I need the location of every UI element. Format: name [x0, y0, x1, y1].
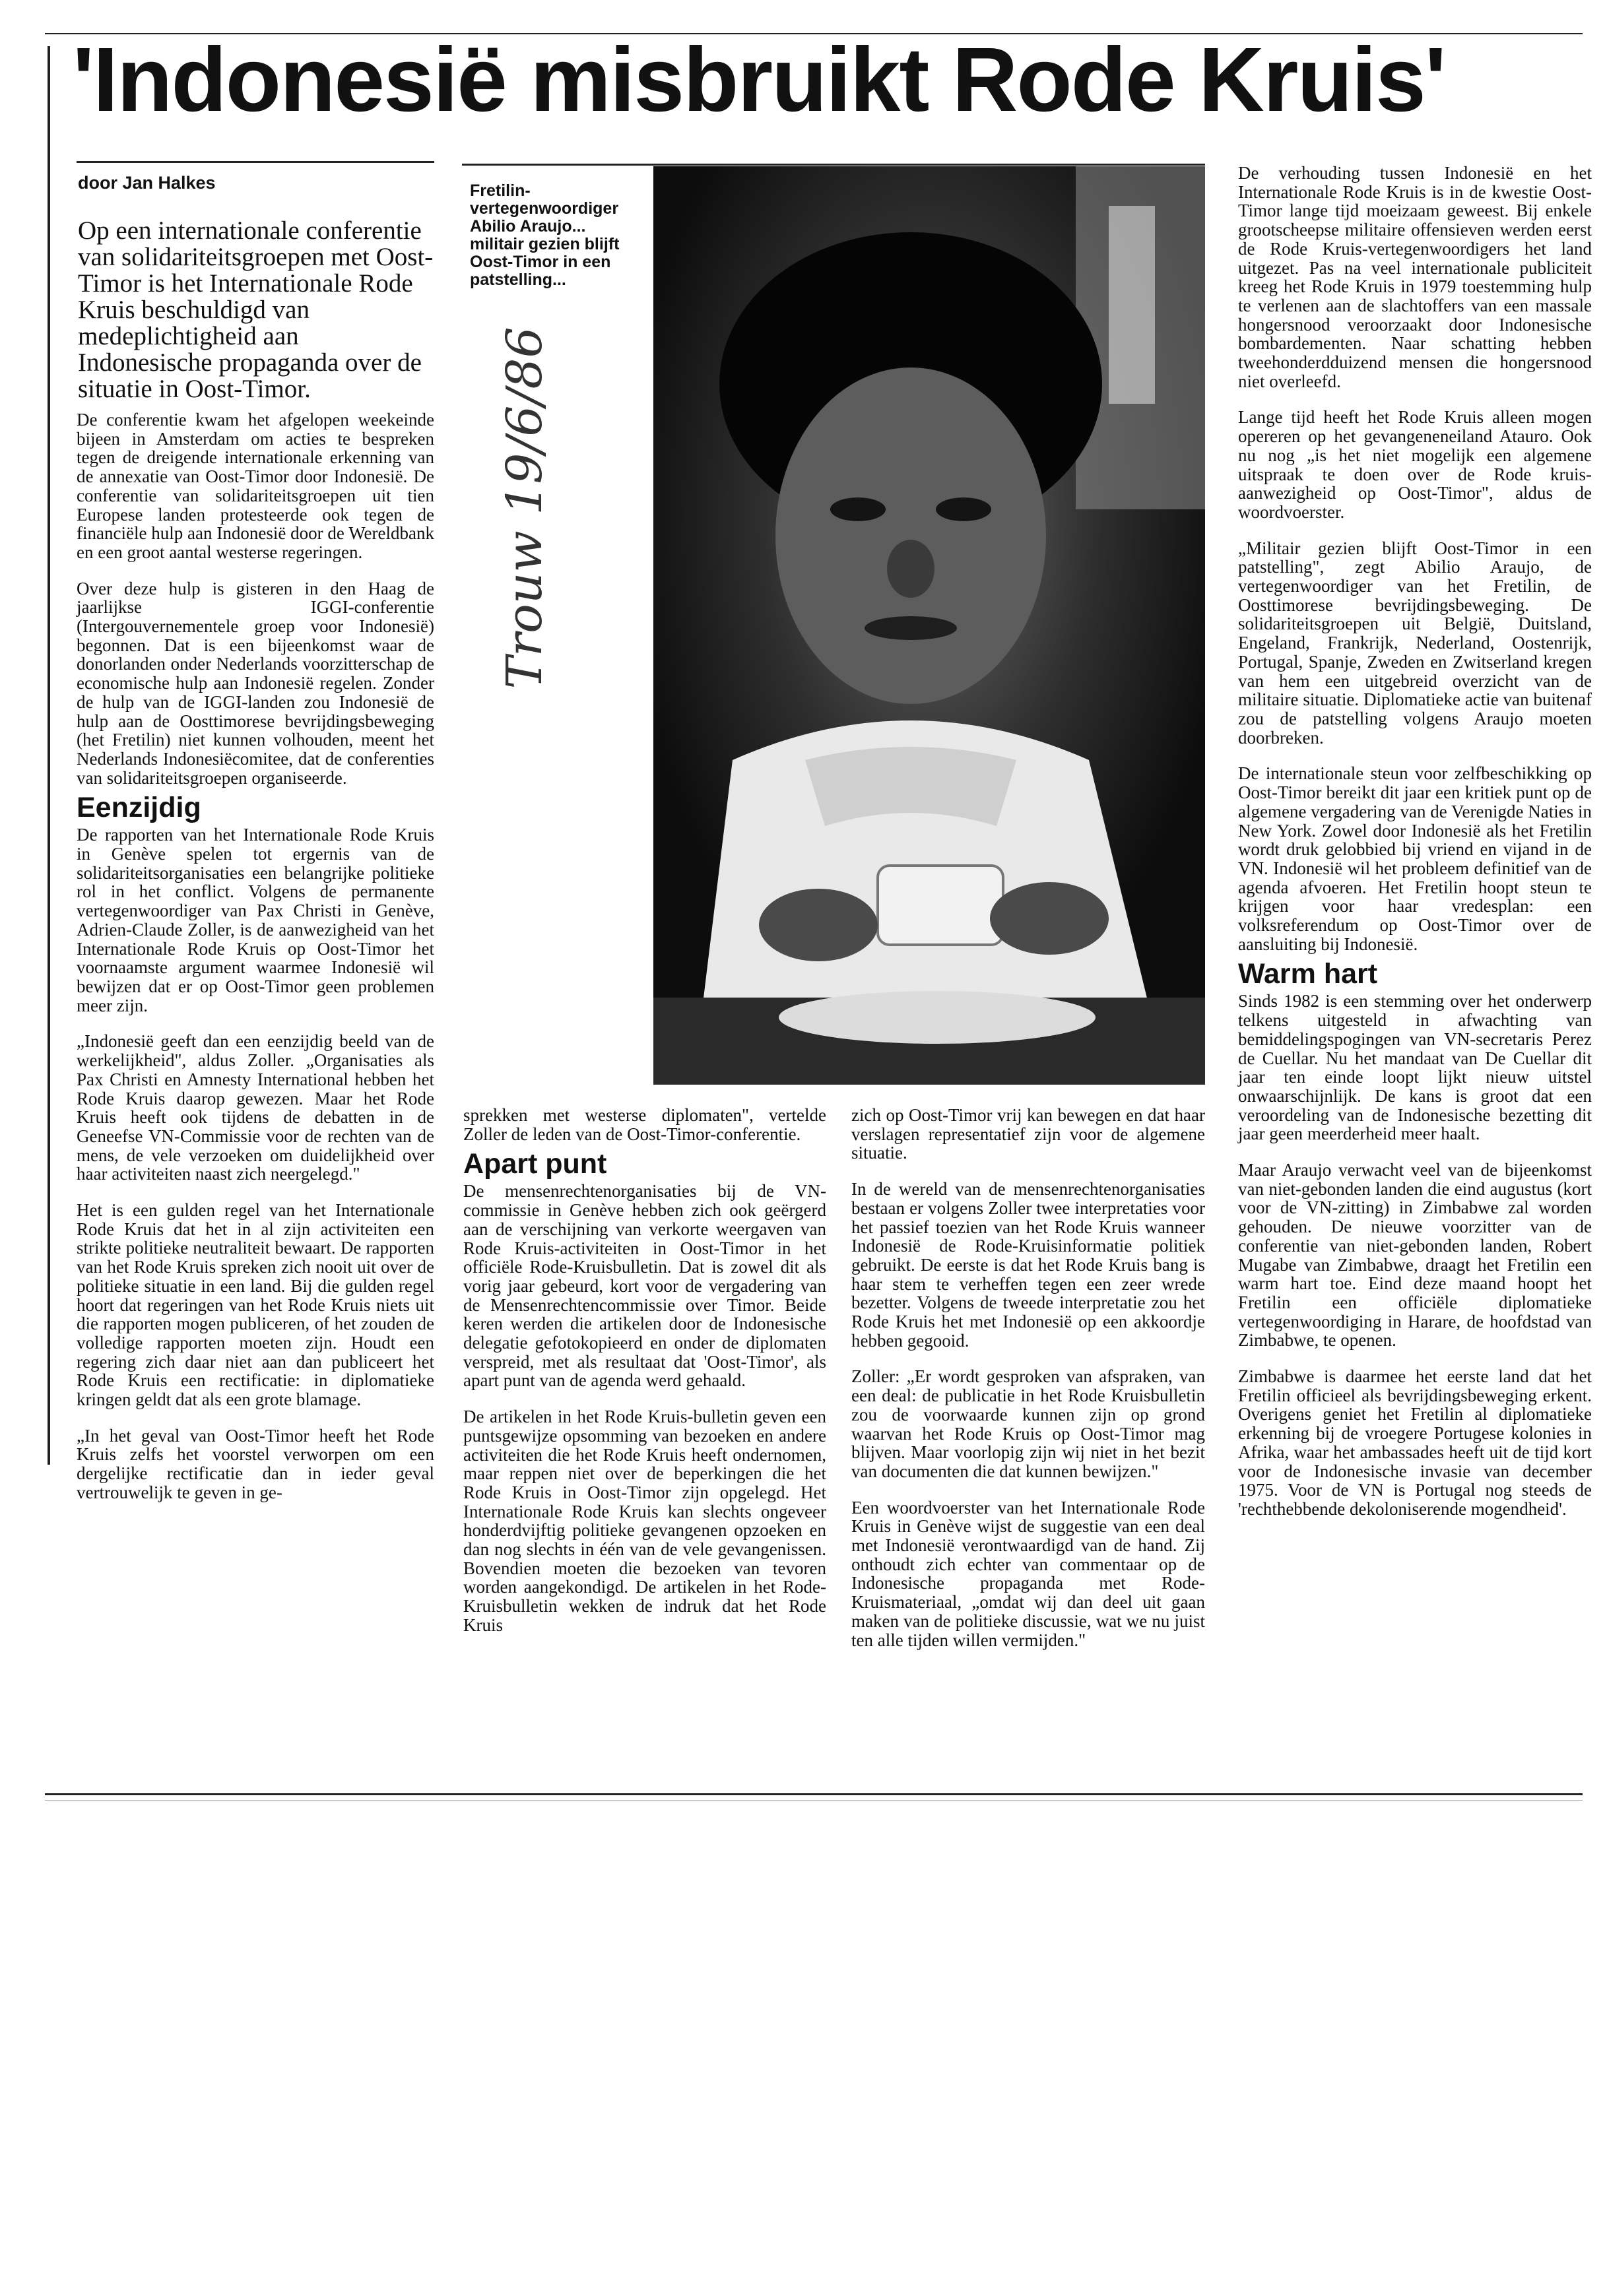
subheading-warm-hart: Warm hart [1238, 958, 1378, 990]
paragraph: De verhouding tussen Indonesië en het Internationale Rode Kruis is in de kwestie Oost-Timor lange tijd moeizaam geweest. Bij enkele grootscheepse militaire offensieven werden eerst de Rode Kruis-vertegenwoordigers het land uitgezet. Pas na veel internationale publiciteit kreeg het Rode Kruis in 1979 toestemming hulp te verlenen aan de slachtoffers van een massale hongersnood veroorzaakt door Indonesische bombardementen. Naar schatting hebben tweehonderdduizend mensen die hongersnood niet overleefd. [1238, 163, 1592, 391]
face-shape [775, 367, 1046, 704]
subheading-apart-punt: Apart punt [463, 1148, 607, 1180]
byline: door Jan Halkes [78, 173, 216, 193]
photo-top-rule [462, 164, 1205, 166]
subheading-eenzijdig: Eenzijdig [77, 792, 201, 824]
paragraph: Een woordvoerster van het Internationale Rode Kruis in Genève wijst de suggestie van een deal met Indonesië verontwaardigd van de hand. Zij onthoudt zich echter van commentaar op de Indonesische propaganda met Rode-Kruismateriaal, „omdat wij dan deel uit gaan maken van de politieke discussie, wat we nu juist ten alle tijden willen vermijden." [851, 1497, 1205, 1650]
column-4 [1238, 164, 1592, 1519]
portrait-photo [653, 166, 1205, 1085]
paragraph: Maar Araujo verwacht veel van de bijeenkomst van niet-gebonden landen die eind augustus (kort voor de VN-zitting) in Zimbabwe zal worden gehouden. De nieuwe voorzitter van de conferentie van niet-gebonden landen, Robert Mugabe van Zimbabwe, draagt het Fretilin een warm hart toe. Eind deze maand hoopt het Fretilin een officiële diplomatieke vertegenwoordiging in Harare, de hoofdstad van Zimbabwe, te openen. [1238, 1160, 1592, 1351]
left-margin-rule [48, 46, 50, 1465]
paragraph: De conferentie kwam het afgelopen weekeinde bijeen in Amsterdam om acties te bespreken tegen de dreigende internationale erkenning van de annexatie van Oost-Timor door Indonesië. De conferentie van solidariteitsgroepen uit tien Europese landen protesteerde ook tegen de financiële hulp aan Indonesië door de Wereldbank en een groot aantal westerse regeringen. [77, 410, 434, 562]
paragraph: De internationale steun voor zelfbeschikking op Oost-Timor bereikt dit jaar een kritiek punt op de algemene vergadering van de Verenigde Naties in New York. Zowel door Indonesië als het Fretilin wordt druk gelobbied bij vriend en vijand in de VN. Indonesië wil het probleem definitief van de agenda afvoeren. Het Fretilin hoopt steun te krijgen voor haar vredesplan: een volksreferendum op Oost-Timor over de aansluiting bij Indonesië. [1238, 763, 1592, 954]
paragraph: Over deze hulp is gisteren in den Haag de jaarlijkse IGGI-conferentie (Intergouvernementele groep voor Indonesië) begonnen. Dat is een bijeenkomst waar de donorlanden onder Nederlands voorzitterschap de economische hulp aan Indonesië regelen. Zonder de hulp van de IGGI-landen zou Indonesië de hulp aan de Oosttimorese bevrijdingsbeweging (het Fretilin) niet kunnen volhouden, meent het Nederlands Indonesiëcomitee, dat de conferenties van solidariteitsgroepen organiseerde. [77, 578, 434, 788]
paragraph: „In het geval van Oost-Timor heeft het Rode Kruis zelfs het voorstel verworpen om een dergelijke rectificatie dan in ieder geval vertrouwelijk te geven in ge- [77, 1425, 434, 1502]
paragraph: Sinds 1982 is een stemming over het onderwerp telkens uitgesteld in afwachting van bemiddelingspogingen van VN-secretaris Perez de Cuellar. Nu het mandaat van De Cuellar dit jaar ten einde loopt lijkt nieuw uitstel onwaarschijnlijk. De kans is groot dat een veroordeling van de Indonesische bezetting dit jaar geen meerderheid meer haalt. [1238, 991, 1592, 1144]
paragraph: In de wereld van de mensenrechtenorganisaties bestaan er volgens Zoller twee interpretaties voor het passief toezien van het Rode Kruis wanneer Indonesië de Rode-Kruisinformatie politiek gebruikt. De eerste is dat het Rode Kruis bang is haar stem te verheffen tegen een zeer wrede bezetter. Volgens de tweede interpretatie zou het Rode Kruis het met Indonesië op een akkoordje hebben gegooid. [851, 1179, 1205, 1351]
paragraph: „Indonesië geeft dan een eenzijdig beeld van de werkelijkheid", aldus Zoller. „Organisaties als Pax Christi en Amnesty International hebben het Rode Kruis daarop gewezen. Maar het Rode Kruis heeft ook tijdens de debatten in de Geneefse VN-Commissie voor de rechten van de mens, de vele verzoeken om duidelijkheid over haar activiteiten naast zich neergelegd." [77, 1031, 434, 1184]
column-3 [851, 1106, 1205, 1649]
handwritten-note-text: Trouw 19/6/86 [496, 327, 553, 689]
paragraph: De artikelen in het Rode Kruis-bulletin geven een puntsgewijze opsomming van bezoeken en andere activiteiten die het Rode Kruis heeft ondernomen, maar reppen niet over de beperkingen die het Rode Kruis in Oost-Timor zijn opgelegd. Het Internationale Rode Kruis kan slechts ongeveer honderdvijftig politieke gevangenen opzoeken en dan nog slechts in één van de vele gevangenissen. Bovendien moeten die bezoeken van tevoren worden aangekondigd. De artikelen in het Rode-Kruisbulletin wekken de indruk dat het Rode Kruis [463, 1407, 826, 1635]
cup-shape [878, 866, 1003, 945]
handwritten-date-note [449, 327, 601, 689]
paragraph: sprekken met westerse diplomaten", vertelde Zoller de leden van de Oost-Timor-conferentie. [463, 1105, 826, 1144]
lead-paragraph: Op een internationale conferentie van solidariteitsgroepen met Oost-Timor is het Internationale Rode Kruis beschuldigd van medeplichtigheid aan Indonesische propaganda over de situatie in Oost-Timor. [78, 216, 434, 403]
photo-caption: Fretilin-vertegenwoordiger Abilio Araujo... militair gezien blijft Oost-Timor in een patstelling... [470, 181, 620, 289]
bottom-rule-thin [45, 1800, 1583, 1801]
column-1 [77, 410, 434, 1502]
column-2 [463, 1106, 826, 1635]
paragraph: Lange tijd heeft het Rode Kruis alleen mogen opereren op het gevangeneneiland Atauro. Ook nu nog „is het niet mogelijk een algemene uitspraak te doen over de Rode kruis-aanwezigheid op Oost-Timor", aldus de woordvoerster. [1238, 407, 1592, 522]
paragraph: zich op Oost-Timor vrij kan bewegen en dat haar verslagen representatief zijn voor de algemene situatie. [851, 1105, 1205, 1163]
bottom-rule [45, 1793, 1583, 1795]
headline: 'Indonesië misbruikt Rode Kruis' [73, 29, 1445, 131]
paragraph: Zoller: „Er wordt gesproken van afspraken, van een deal: de publicatie in het Rode Kruisbulletin zou de voorwaarde kunnen zijn op grond waarvan het Rode Kruis op Oost-Timor mag blijven. Maar voorlopig zijn wij niet in het bezit van documenten die dat kunnen bewijzen." [851, 1366, 1205, 1481]
paragraph: „Militair gezien blijft Oost-Timor in een patstelling", zegt Abilio Araujo, de vertegenwoordiger van het Fretilin, de Oosttimorese bevrijdingsbeweging. De solidariteitsgroepen uit België, Duitsland, Engeland, Frankrijk, Nederland, Oostenrijk, Portugal, Spanje, Zweden en Zwitserland kregen van hem een uitgebreid overzicht van de militaire situatie. Diplomatieke actie van buitenaf zou de patstelling volgens Araujo moeten doorbreken. [1238, 538, 1592, 748]
paragraph: De rapporten van het Internationale Rode Kruis in Genève spelen tot ergernis van de solidariteitsorganisaties een belangrijke politieke rol in het conflict. Volgens de permanente vertegenwoordiger van Pax Christi in Genève, Adrien-Claude Zoller, is de aanwezigheid van het Internationale Rode Kruis op Oost-Timor het voornaamste argument waarmee Indonesië wil bewijzen dat er op Oost-Timor geen problemen meer zijn. [77, 825, 434, 1015]
paragraph: Zimbabwe is daarmee het eerste land dat het Fretilin officieel als bevrijdingsbeweging erkent. Overigens geniet het Fretilin al diplomatieke erkenning bij de vroegere Portugese kolonies in Afrika, waar het ambassades heeft uit de tijd kort voor de Indonesische invasie van december 1975. Voor de VN is Portugal nog steeds de 'rechthebbende dekoloniserende mogendheid'. [1238, 1366, 1592, 1519]
paragraph: Het is een gulden regel van het Internationale Rode Kruis dat het in al zijn activiteiten een strikte politieke neutraliteit bewaart. De rapporten van het Rode Kruis spreken zich nooit uit over de politieke situatie in een land. Bij die gulden regel hoort dat regeringen van het Rode Kruis niets uit die rapporten mogen publiceren, of het zouden de volledige rapporten moeten zijn. Houdt een regering zich daar niet aan dan publiceert het Rode Kruis een rectificatie: in diplomatieke kringen geldt dat als een grote blamage. [77, 1200, 434, 1410]
byline-rule [77, 161, 434, 163]
paragraph: De mensenrechtenorganisaties bij de VN-commissie in Genève hebben zich ook geërgerd aan de verschijning van verkorte weergaven van Rode Kruis-activiteiten in Oost-Timor in het officiële Rode-Kruisbulletin. Dat is zowel dit als vorig jaar gebeurd, kort voor de vergadering van de Mensenrechtencommissie over Timor. Beide keren werden die artikelen door de Indonesische delegatie gefotokopieerd en onder de diplomaten verspreid, met als resultaat dat 'Oost-Timor', als apart punt van de agenda werd gehaald. [463, 1181, 826, 1391]
